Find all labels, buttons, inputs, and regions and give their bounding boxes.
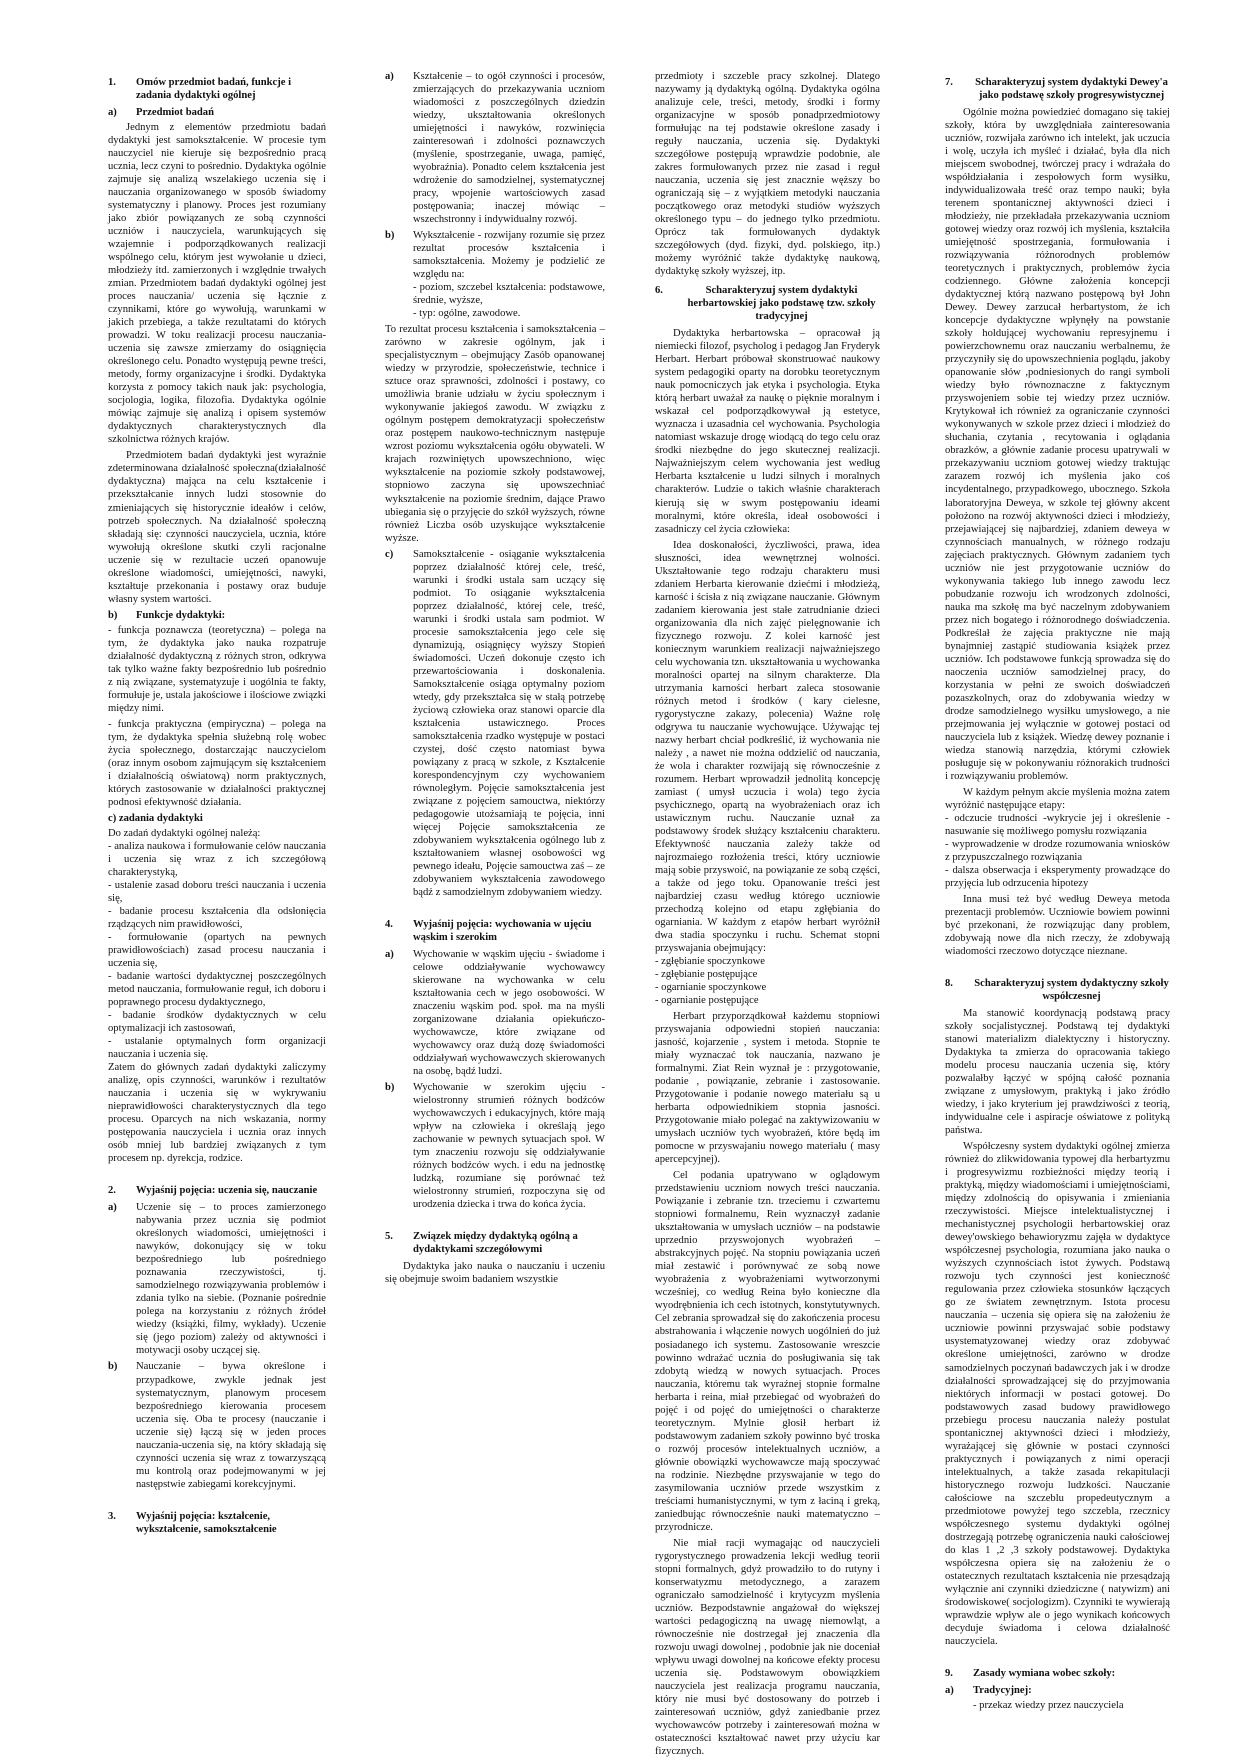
column-2: [385, 70, 605, 1289]
list-item: b) Wykształcenie - rozwijany rozumie się przez rezultat procesów kształcenia i samokształcenia. Możemy je podzielić ze względu na: - poziom, szczebel kształcenia: podstawowe, średnie, wyższe, - typ: ogólne, zawodowe.: [385, 230, 605, 320]
section-8-heading: 8. Scharakteryzuj system dydaktyczny szkoły współczesnej: [945, 978, 1169, 1003]
paragraph: Dydaktyka herbartowska – opracował ją niemiecki filozof, psycholog i pedagog Jan Fryderyk Herbart. Herbart próbował skonstruować naukowy system pedagogiki oparty na dorobku teoretycznym nauk pomocniczych jak etyka i psychologia. Etyka którą herbart uważał za naukę o pięknie moralnym i wskazał cel podporządkowywał ją estetyce, wyznacza i uzasadnia cel wychowania. Psychologia natomiast wskazuje drogę wiodącą do tego celu oraz środki niezbędne do jego skutecznej realizacji. Najważniejszym celem wychowania jest według Herbarta kształcenie u ludzi silnych i moralnych charakterów. Ludzie o takich właśnie charakterach kierują się w swym postępowaniu ideami moralnymi, które określa, ideał osobowości i zasadniczy cel życia człowieka:: [655, 328, 880, 535]
section-9-heading: 9. Zasady wymiana wobec szkoły:: [945, 1667, 1116, 1679]
paragraph: Jednym z elementów przedmiotu badań dydaktyki jest samokształcenie. W procesie tym nauczyciel nie kieruje się bezpośrednio pracą ucznia, lecz czyni to pośrednio. Dydaktyka ogólnie zajmuje się analizą wszelakiego uczenia się i nauczania organizowanego w sposób świadomy systematyczny i planowy. Proces jest rozumiany jako zbiór powiązanych ze sobą czynności uczniów i nauczyciela, warunkujących się wzajemnie i podporządkowanych realizacji wspólnego celu, którym jest wywołanie u dzieci, młodzieży itd. zamierzonych i względnie trwałych zmian. Przedmiotem badań dydaktyki ogólnej jest proces nauczania/ uczenia się łącznie z czynnikami, które go wywołują, warunkami w jakich przebiega, a także rezultatami do których prowadzi. W toku realizacji procesu nauczania- uczenia się zawsze zmierzamy do osiągnięcia określonego celu. Ponadto występują pewne treści, metody, formy organizacyjne i środki. Dydaktyka korzysta z pomocy takich nauk jak: psychologia, socjologia, logika, filozofia. Dydaktyka ogólnie mówiąc zajmuje się analizą i opisem systemów dydaktycznych charakterystycznych dla szkolnictwa różnych krajów.: [108, 122, 326, 446]
paragraph: Inna musi też być według Deweya metoda prezentacji problemów. Uczniowie bowiem powinni być przekonani, że rozwiązując dany problem, zdobywają nowe dla nich rzeczy, że zdobywają wiadomości rzeczowo dotyczące nieznane.: [945, 893, 1170, 958]
paragraph: Ogólnie można powiedzieć domagano się takiej szkoły, która by uwzględniała zainteresowania uczniów, rozwijała zarówno ich intelekt, jak uczucia i wolę, uczyła ich myśleć i działać, była dla nich miejscem swobodnej, twórczej pracy i wdrażała do współdziałania i zespołowych form wysiłku, indywidualizowała treść oraz tempo nauki; była terenem spontanicznej aktywności dzieci i młodzieży, nie przekładała przekazywania uczniom gotowej wiedzy oraz rozwój ich myślenia, kształciła umiejętność spostrzegania, formułowania i rozwiązywania różnorodnych problemów teoretycznych i praktycznych, problemów życia codziennego. Główne założenia koncepcji dydaktycznej którą nazwano postępową był John Dewey. Dewey zarzucał herbartystom, że ich koncepcje dydaktyczne wpłynęły na powstanie szkoły holdującej wychowaniu represyjnemu i powierzchownemu oraz nauczaniu werbalnemu, że przyczyniły się do upowszechnienia poglądu, jakoby opanowanie słów ,podniesionych do rangi symboli wiedzy było równoznaczne z faktycznym przyswojeniem sobie tej wiedzy przez uczniów. Krytykował ich również za ograniczanie czynności wykonywanych w szkole przez dzieci i młodzież do słuchania, czytania , recytowania i oglądania obrazków, a głównie zadanie procesu upatrywali w przekazywaniu uczniom gotowej wiedzy traktując zarazem rozwój ich myślenia jako coś incydentalnego, przypadkowego, ubocznego. Szkoła laboratoryjna Deweya, w szkole tej główny akcent położono na rozwój aktywności dzieci i młodzieży, przejawiającej się najbardziej, zdaniem deweya w czynnościach manualnych, w różnego rodzaju zajęciach praktycznych. Głównym zadaniem tych uczniów nie jest przygotowanie uczniów do wykonywania takiego lub innego zawodu lecz pobudzanie rozwoju ich wrodzonych zdolności, nauka ma szkołę ma być naczelnym zdobywaniem przez nich bogatego i różnorodnego doświadczenia. Podkreślał że zajęcia praktyczne nie mają bynajmniej zastąpić studiowania książek przez uczniów. Ich podstawowe funkcją sprowadza się do naoczenia uczniów samodzielnej pracy, do korzystania w pełni ze swoich doświadczeń pozaszkolnych, oraz do zdobywania wiedzy w drodze samodzielnego wysiłku umysłowego, a nie przejmowania jej wyłącznie w gotowej postaci od nauczyciela lub z książek. Wiedzę dewey poznanie i wiedza stanowią narzędzia, którymi człowiek posługuje się w pokonywaniu różnorakich trudności i rozwiązywaniu problemów.: [945, 107, 1170, 782]
paragraph: To rezultat procesu kształcenia i samokształcenia – zarówno w zakresie ogólnym, jak i specjalistycznym – obejmujący Zasób opanowanej wiedzy w przyrodzie, społeczeństwie, technice i sztuce oraz sprawności, zdolności i postawy, co umożliwia branie udziału w życiu społecznym i wykonywanie jakiegoś zawodu. W związku z ogólnym postępem demokratyzacji społeczeństw oraz postępem naukowo-technicznym następuje wzrost poziomu wykształcenia ogółu obywateli. W krajach rozwiniętych upowszechniono, więc wykształcenie na poziomie szkoły podstawowej, stopniowo zaczyna się upowszechniać wykształcenie na poziomie średnim, dające Prawo ubiegania się o przyjęcie do szkół wyższych, równe również Liczba osób uzyskujące wykształcenie wyższe.: [385, 324, 605, 544]
section-5-heading: 5. Związek między dydaktyką ogólną a dydaktykami szczegółowymi: [385, 1231, 578, 1256]
paragraph: Herbart przyporządkował każdemu stopniowi przyswajania odpowiedni stopień nauczania: jasność, kojarzenie , system i metoda. Stopnie te miały wyznaczać tok nauczania, nazwano je formalnymi. Ziat Rein wyznał je : przygotowanie, podanie , powiązanie, zebranie i zastosowanie. Przygotowanie i podanie nowego materiału są u herbarta odpowiednikiem stopnia jasności. Przygotowanie miało polegać na zaktywizowaniu w umysłach uczniów tych wyobrażeń, które będą im pomocne w przyswajaniu nowego materiału ( masy apercepcyjnej).: [655, 1011, 880, 1166]
section-1c-heading: c) zadania dydaktyki: [108, 812, 203, 824]
paragraph: Ma stanowić koordynacją podstawą pracy szkoły socjalistycznej. Podstawą tej dydaktyki stanowi materializm dialektyczny i historyczny. Dydaktyka ta zmierza do opracowania takiego modelu procesu nauczania uczenia się, który pozwalałby łączyć w spójną całość poznania związane z umysłowym, praktyką i jako źródło wiedzy, i jako kryterium jej prawdziwości z teorią, indywidualne cele i aspiracje oświatowe z polityką państwa.: [945, 1008, 1170, 1137]
column-1: [108, 70, 326, 1540]
paragraph: Dydaktyka jako nauka o nauczaniu i uczeniu się obejmuje swoim badaniem wszystkie: [385, 1261, 605, 1286]
paragraph: Do zadań dydaktyki ogólnej należą: - analiza naukowa i formułowanie celów nauczania i uczenia się wraz z ich szczegółową charakterystyką, - ustalenie zasad doboru treści nauczania i uczenia się, - badanie procesu kształcenia dla odsłonięcia rządzących nim prawidłowości, - formułowanie (opartych na pewnych prawidłowościach) zasad procesu nauczania i uczenia się, - badanie wartości dydaktycznej poszczególnych metod nauczania, formułowanie reguł, ich doboru i poprawnego procesu dydaktycznego, - badanie środków dydaktycznych w celu optymalizacji ich zastosowań, - ustalanie optymalnych form organizacji nauczania i uczenia się. Zatem do głównych zadań dydaktyki zaliczymy analizę, opis czynności, warunków i rezultatów nauczania i uczenia się w wykrywaniu nieprawidłowości charakterystycznych dla tego procesu. Oparcych na nich wskazania, normy postępowania nauczyciela i ucznia oraz innych osób mniej lub bardziej związanych z tym procesem np. dyrekcja, rodzice.: [108, 827, 326, 1165]
section-9a-heading: a) Tradycyjnej:: [945, 1684, 1032, 1696]
list-item: b) Wychowanie w szerokim ujęciu - wielostronny strumień różnych bodźców wychowawczych i edukacyjnych, które mają wpływ na człowieka i określają jego zachowanie w pewnych sytuacjach społ. W tym znaczeniu rozwoju się oddziaływanie różnych bodźców wych. i edu na jednostkę ludzką, rozumiane się porównać też wielostronny strumień, rozpoczyna się od urodzenia dziecka i trwa do końca życia.: [385, 1082, 605, 1211]
paragraph: Przedmiotem badań dydaktyki jest wyraźnie zdeterminowana działalność społeczna(działalność dydaktyczna) mająca na celu kształcenie i przekształcanie innych ludzi stosownie do zmieniających się historycznie ideałów i celów, potrzeb społecznych. Na działalność społeczną składają się: czynności nauczyciela, ucznia, które wywołują określone skutki czyli racjonalne uczenie się w rezultacie uczeń opanowuje określone wiadomości, umiejętności, nawyki, kształtuje przekonania i postawy oraz buduje własny system wartości.: [108, 450, 326, 605]
list-item: a) Kształcenie – to ogół czynności i procesów, zmierzających do przekazywania uczniom wiadomości z poszczególnych dziedzin wiedzy, ukształtowania określonych umiejętności i nawyków, rozwinięcia zainteresowań i zdolności poznawczych (myślenie, spostrzeganie, uwaga, pamięć, wyobraźnia). Ponadto celem kształcenia jest wdrożenie do samodzielnej, systematycznej pracy, wpojenie wartościowych zasad postępowania; inaczej mówiąc – wszechstronny i indywidualny rozwój.: [385, 71, 605, 226]
section-1a-heading: a) Przedmiot badań: [108, 107, 214, 119]
section-3-heading: 3. Wyjaśnij pojęcia: kształcenie, wykształcenie, samokształcenie: [108, 1510, 277, 1535]
paragraph: Współczesny system dydaktyki ogólnej zmierza również do zlikwidowania typowej dla herbartyzmu i progresywizmu rozbieżności między teorią i praktyką, między wiadomościami i umiejętnościami, między zdolnością do opisywania i zmieniania rzeczywistości. Miejsce intelektualistycznej i mechanistycznej psychologii herbartowskiej oraz dewey'owskiego behawioryzmu zajęła w dydaktyce współczesnej psychologia, rozumiana jako nauka o wyższych czynnościach istot żywych. Podstawą rozwoju tych czynności jest konieczność regulowania przez człowieka stosunków łączących go ze światem zewnętrznym. Istota procesu nauczania – uczenia się opiera się na założeniu że uczniowie powinni przyswajać sobie podstawy usystematyzowanej wiedzy oraz zdobywać określone umiejętności, zarówno w drodze samodzielnych poczynań badawczych jak i w drodze działalności sprowadzającej się do przyjmowania niektórych informacji w postaci gotowej. Do podstawowych zasad budowy prawidłowego przebiegu procesu nauczania należy postulat spontanicznej aktywności dzieci i młodzieży, wyrażającej się głównie w postaci czynności praktycznych i powiązanych z nimi operacji intelektualnych, a także zasada rekapitulacji historycznego rozwoju ludzkości. Nauczanie całościowe na szczeblu propedeutycznym a przedmiotowe powyżej tego szczebla, rzecznicy współczesnego systemu dydaktyki ogólnej dostrzegają potrzebę ograniczenia nauki całościowej do klas 1 ,2 ,3 szkoły podstawowej. Dydaktyka współczesna opiera się na założeniu że o ostatecznych rezultatach kształcenia nie przesądzają wyłącznie ani czynniki dziedziczne ( natywizm) ani środowiskowe( socjologizm). Czynniki te wywierają wprawdzie wpływ ale o jego wynikach końcowych decyduje świadoma i celowa działalność nauczyciela.: [945, 1141, 1170, 1647]
paragraph: - przekaz wiedzy przez nauczyciela: [973, 1699, 1124, 1711]
paragraph: Nie miał racji wymagając od nauczycieli rygorystycznego prowadzenia lekcji według teorii stopni formalnych, gdyż prowadziło to do rutyny i konserwatyzmu metodycznego, a zarazem ograniczało samodzielność i krytycyzm myślenia uczniów. Bezpodstawnie angażował do większej wartości pedagogiczną na uwagę niemowląt, a równocześnie nie dostrzegał jej znaczenia dla rozwoju uwagi dowolnej , podobnie jak nie doceniał wpływu uwagi dowolnej na końcowe efekty procesu uczenia się. Podstawowym obowiązkiem nauczyciela jest realizacja programu nauczania, który nie musi być dostosowany do potrzeb i zainteresowań uczniów, gdyż zaniedbanie przez wychowawców potrzeby i zainteresowań można w ostateczności kształtować nawet przy użyciu kar fizycznych.: [655, 1537, 880, 1757]
section-2-heading: 2. Wyjaśnij pojęcia: uczenia się, nauczanie: [108, 1185, 318, 1197]
column-3: [655, 70, 880, 1761]
paragraph: Cel podania upatrywano w oglądowym przedstawieniu uczniom nowych treści nauczania. Powiązanie i zebranie tzn. trzeciemu i czwartemu stopniowi formalnemu, Rein wyznaczył zadanie ukształtowania w umysłach uczniów – na podstawie uprzednio przyswojonych wyobrażeń – abstrakcyjnych pojęć. Na stopniu powiązania uczeń miał zestawić i porównywać ze sobą nowe wyobrażenia z wyobrażeniami wytworzonymi wcześniej, co według Reina było konieczne dla wyodrębnienia ich cech istotnych, konstytutywnych. Cel zebrania sprowadzał się do zakończenia procesu abstrahowania i włączenie nowych uogólnień do już posiadanego ich systemu. Zastosowanie wreszcie powinno wdrażać ucznia do posługiwania się tak zdobytą wiedzą w nowych sytuacjach. Proces nauczania, któremu tak wyraźnej stopnie formalne herbarta i reina, miał przebiegać od wyobrażeń do pojęć i od pojęć do umiejętności o charakterze teoretycznym. Mylnie głosił herbart iż podstawowym zadaniem szkoły powinno być troska o rozwój procesów intelektualnych uczniów, a głównie obowiązki wychowawcze mają spoczywać na rodzinie. Niezbędne przyswajanie w tego do zasymilowania uczniów przede wszystkim z treściami humanistycznymi, w tym z łaciną i greką, zaniedbując równocześnie nauki matematyczno – przyrodnicze.: [655, 1170, 880, 1533]
section-1-heading: 1. Omów przedmiot badań, funkcje i zadania dydaktyki ogólnej: [108, 77, 292, 102]
section-1b-heading: b) Funkcje dydaktyki:: [108, 609, 226, 621]
list-item: b) Nauczanie – bywa określone i przypadkowe, zwykle jednak jest systematycznym, planowym procesem bezpośredniego kierowania procesem uczenia się. Oba te procesy (nauczanie i uczenie się) łączą się w jeden proces nauczania-uczenia się, na który składają się czynności uczenia się wraz z towarzyszącą mu kontrolą oraz podejmowanymi w jej następstwie zabiegami korekcyjnymi.: [108, 1361, 326, 1490]
list-item: c) Samokształcenie - osiąganie wykształcenia poprzez działalność której cele, treść, warunki i środki ustala sam uczący się podmiot. To osiąganie wykształcenia poprzez działalność, której cele, treść, warunki i środki ustala sam podmiot. W procesie samokształcenia jego cele się dynamizują, osiągnięcy wyższy Stopień świadomości. Uczeń dokonuje często ich przewartościowania i doskonalenia. Samokształcenie osiąga optymalny poziom wtedy, gdy przekształca się w stałą potrzebę życiową człowieka oraz stanowi oparcie dla kształcenia ustawicznego. Proces samokształcenia rzadko występuje w postaci czystej, dość często natomiast bywa powiązany z pracą w szkole, z Kształcenie korespondencyjnym czy wychowaniem równoległym. Pojęcie samokształcenia jest związane z pojęciem samouctwa, niektórzy pedagogowie utożsamiają te pojęcia, inni więcej Pojęcie samokształcenia ze zdobywaniem wykształcenia ogólnego lub z kształtowaniem własnej osobowości wg pewnego ideału, Pojęcie samouctwa zaś – ze zdobywaniem wykształcenia zawodowego bądź z samodzielnym zdobywaniem wiedzy.: [385, 548, 605, 898]
paragraph: Idea doskonałości, życzliwości, prawa, idea słuszności, idea wewnętrznej wolności. Ukształtowanie tego rodzaju charakteru musi zdaniem Herbarta kierowanie dziećmi i młodzieżą, karność i ścisła z nią związane nauczanie. Głównym zadaniem kierowania jest stałe zatrudnianie dzieci organizowania dla nich zajęć pielęgnowanie ich fizycznego rozwoju. Z kolei karność jest koniecznym warunkiem realizacji najważniejszego celu wychowania tzn. ukształtowania u wychowanka moralności opartej na silnym charakterze. Dla utrzymania karności herbart zaleca stosowanie różnych metod i środków ( kary cielesne, rygorystyczne zakazy, polecenia) Ważne rolę odgrywa tu nauczanie wychowujące. Używając tej nazwy herbart chciał podkreślić, iż wychowania nie należy , a nawet nie można oddzielić od nauczania, że wola i charakter rozwijają się równocześnie z rozumem. Herbart wprowadził jednolitą koncepcję zamiast ( umysł uczucia i wola) tego życia psychicznego, opartą na wyobrażeniach oraz ich ustawicznym ruchu. Nauczanie uznał za podstawowy środek służący kształceniu charakteru. Efektywność nauczania zależy także od najrozmaiego rozłożenia treści, który uczniowie mają sobie przyswoić, na powiązanie ze sobą części, a także od jego toku. Opanowanie treści jest najbardziej czasu według którego uczniowie przechodzą kolejno od etapu zgłębiania do ogarniania. W każdym z etapów herbart wyróżnił dwa stadia spoczynku i ruchu. Schemat stopni przyswajania obejmujący: - zgłębianie spoczynkowe - zgłębianie postępujące - ogarnianie spoczynkowe - ogarnianie postępujące: [655, 539, 880, 1007]
section-4-heading: 4. Wyjaśnij pojęcia: wychowania w ujęciu wąskim i szerokim: [385, 918, 592, 943]
paragraph: W każdym pełnym akcie myślenia można zatem wyróżnić następujące etapy: - odczucie trudności -wykrycie jej i określenie -nasuwanie się możliwego pomysłu rozwiązania - wyprowadzenie w drodze rozumowania wniosków z przypuszczalnego rozwiązania - dalsza obserwacja i eksperymenty prowadzące do przyjęcia lub odrzucenia hipotezy: [945, 786, 1170, 889]
paragraph: - funkcja poznawcza (teoretyczna) – polega na tym, że dydaktyka jako nauka rozpatruje działalność dydaktyczną z różnych stron, odkrywa tak tylko ważne fakty bezpośrednio lub pośrednio z nią związane, systematyzuje i uogólnia te fakty, formułuje je, ustala jakościowe i ilościowe związki między nimi.: [108, 624, 326, 714]
section-6-heading: 6. Scharakteryzuj system dydaktyki herbartowskiej jako podstawę tzw. szkoły tradycyjnej: [655, 285, 876, 323]
section-7-heading: 7. Scharakteryzuj system dydaktyki Dewey'a jako podstawę szkoły progresywistycznej: [945, 77, 1168, 102]
column-4: [945, 70, 1170, 1715]
paragraph: przedmioty i szczeble pracy szkolnej. Dlatego nazywamy ją dydaktyką ogólną. Dydaktyka ogólna analizuje cele, treści, metody, środki i formy organizacyjne w sposób ponadprzedmiotowy formułując na tej podstawie określone zasady i reguły nauczania, uczenia się. Dydaktyki szczegółowe postępują wprawdzie podobnie, ale zakres formułowanych przez nie zasad i reguł nauczania, uczenia się jest znacznie węższy bo ograniczają się – z wyjątkiem metodyki nauczania początkowego oraz metodyki studiów wyższych określonego typu – do jednego tylko przedmiotu. Oprócz tak formułowanych dydaktyk szczegółowych (dyd. fizyki, dyd. polskiego, itp.) możemy wyróżnić także dydaktykę naukową, dydaktykę szkoły wyższej, itp.: [655, 71, 880, 278]
list-item: a) Uczenie się – to proces zamierzonego nabywania przez ucznia się podmiot określonych wiadomości, umiejętności i nawyków, dokonujący się w toku bezpośredniego lub pośredniego poznawania rzeczywistości, tj. samodzielnego rozwiązywania problemów i zdania tylko na siebie. (Poznanie pośrednie polega na korzystaniu z różnych źródeł wiedzy (książki, filmy, wykłady). Uczenie się (jego poziom) zależy od aktywności i motywacji osoby uczącej się.: [108, 1202, 326, 1357]
list-item: a) Wychowanie w wąskim ujęciu - świadome i celowe oddziaływanie wychowawcy skierowane na wychowanka w celu kształtowania cech w jego osobowości. W znaczeniu wąskim pod. społ. ma na myśli zorganizowane działania opiekuńczo-wychowawcze, które związane od wychowawcy oraz dużą dozę świadomości oddziaływań wychowawczych skierowanych na osobę, bądź ludzi.: [385, 949, 605, 1078]
paragraph: - funkcja praktyczna (empiryczna) – polega na tym, że dydaktyka spełnia służebną rolę wobec życia społecznego, dostarczając nauczycielom (oraz innym osobom zajmującym się kształceniem i działalnością oświatową) norm praktycznych, których zastosowanie w działalności praktycznej podnosi efektywność działania.: [108, 718, 326, 808]
